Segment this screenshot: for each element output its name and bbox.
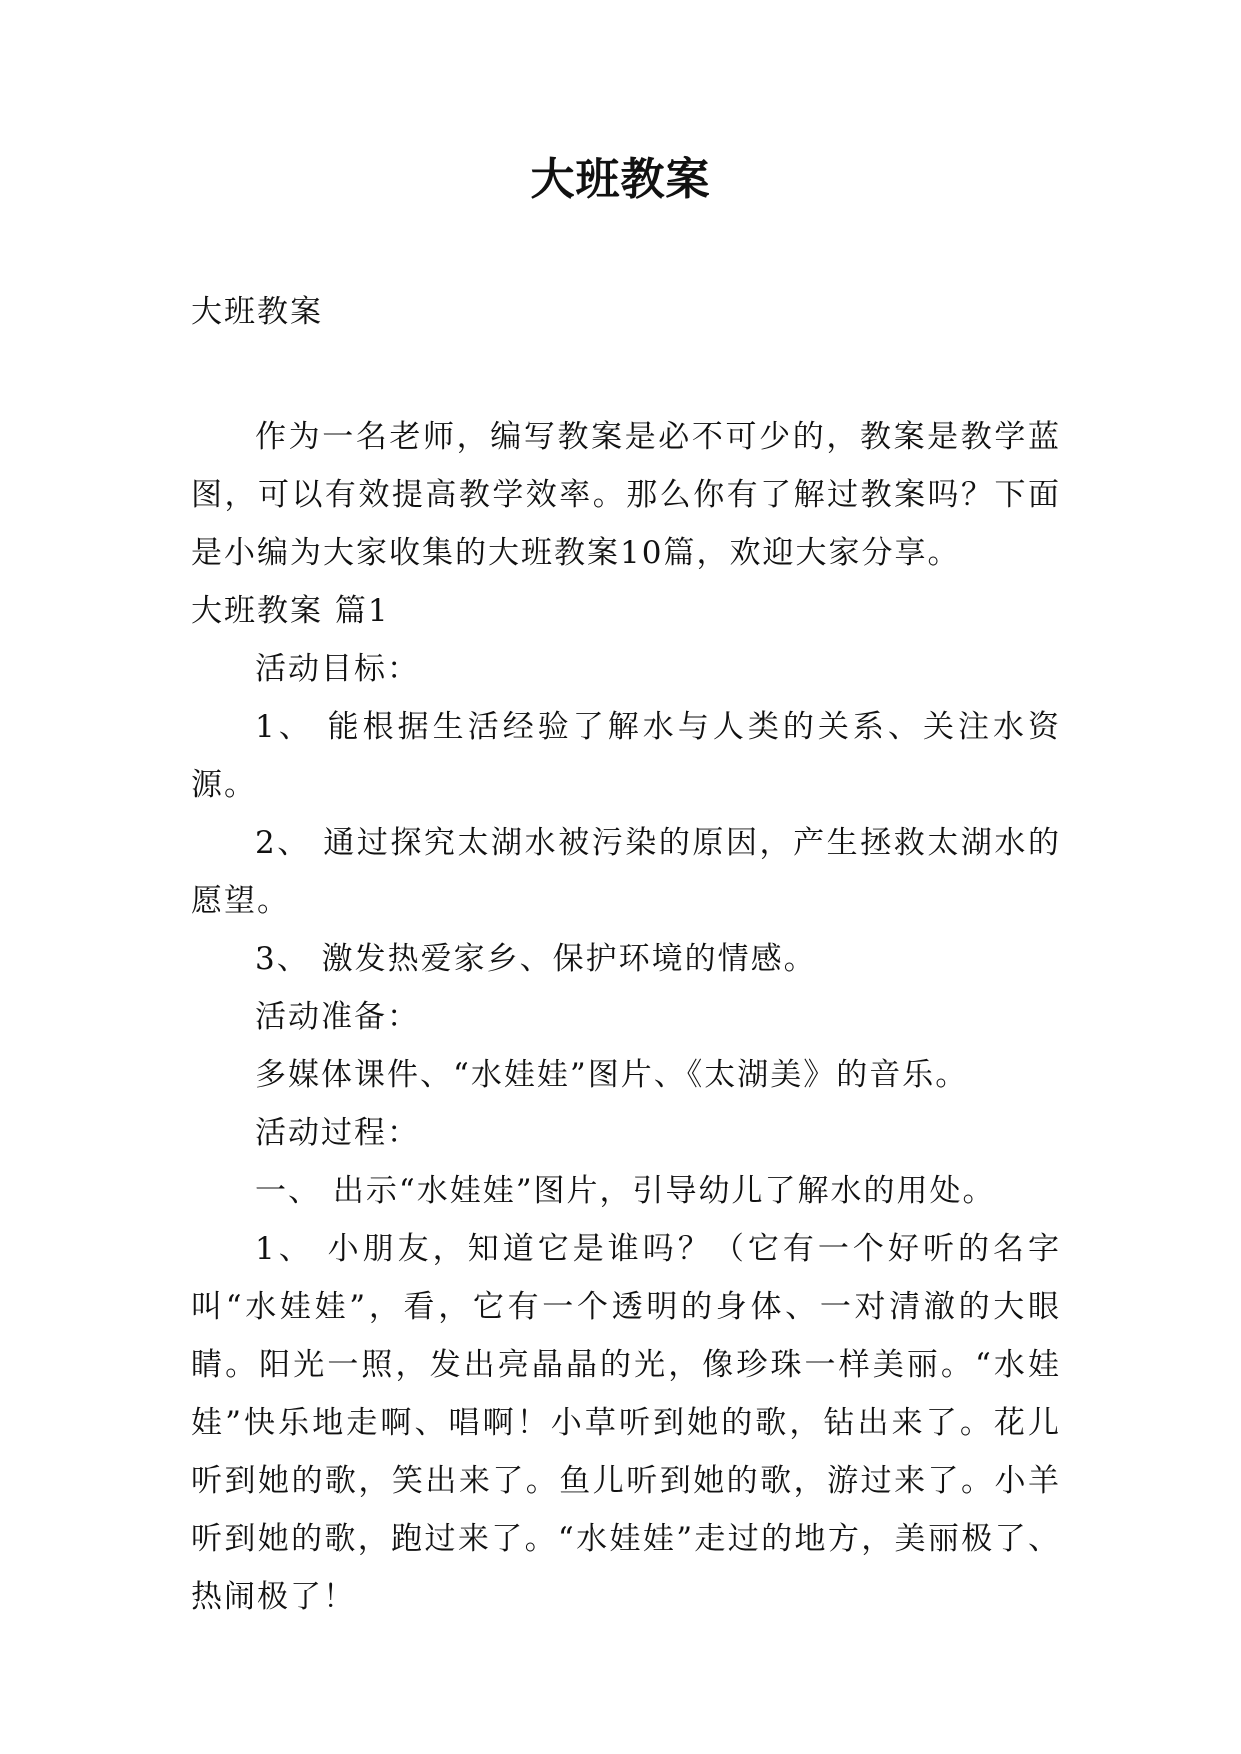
subheading-preparation: 活动准备： [255, 999, 420, 1035]
document-label: 大班教案 [191, 294, 323, 330]
preparation-item: 多媒体课件、“水娃娃”图片、《太湖美》的音乐。 [255, 1057, 969, 1093]
intro-paragraph: 作为一名老师，编写教案是必不可少的，教案是教学蓝图，可以有效提高教学效率。那么你有了解过教案吗？下面是小编为大家收集的大班教案10篇，欢迎大家分享。 [191, 419, 1061, 571]
process-step-1: 一、 出示“水娃娃”图片，引导幼儿了解水的用处。 [255, 1173, 996, 1209]
document-body [191, 408, 1061, 1626]
goal-item-2: 2、 通过探究太湖水被污染的原因，产生拯救太湖水的愿望。 [191, 825, 1061, 919]
document-title: 大班教案 [530, 154, 711, 205]
goal-item-1: 1、 能根据生活经验了解水与人类的关系、关注水资源。 [191, 709, 1061, 803]
process-substep-1: 1、 小朋友，知道它是谁吗？（它有一个好听的名字叫“水娃娃”，看，它有一个透明的身体、一对清澈的大眼睛。阳光一照，发出亮晶晶的光，像珍珠一样美丽。“水娃娃”快乐地走啊、唱啊！小草听到她的歌，钻出来了。花儿听到她的歌，笑出来了。鱼儿听到她的歌，游过来了。小羊听到她的歌，跑过来了。“水娃娃”走过的地方，美丽极了、热闹极了！ [191, 1231, 1061, 1615]
goal-item-3: 3、 激发热爱家乡、保护环境的情感。 [255, 941, 817, 977]
subheading-goals: 活动目标： [255, 651, 420, 687]
section-heading: 大班教案 篇1 [191, 593, 390, 629]
subheading-process: 活动过程： [255, 1115, 420, 1151]
